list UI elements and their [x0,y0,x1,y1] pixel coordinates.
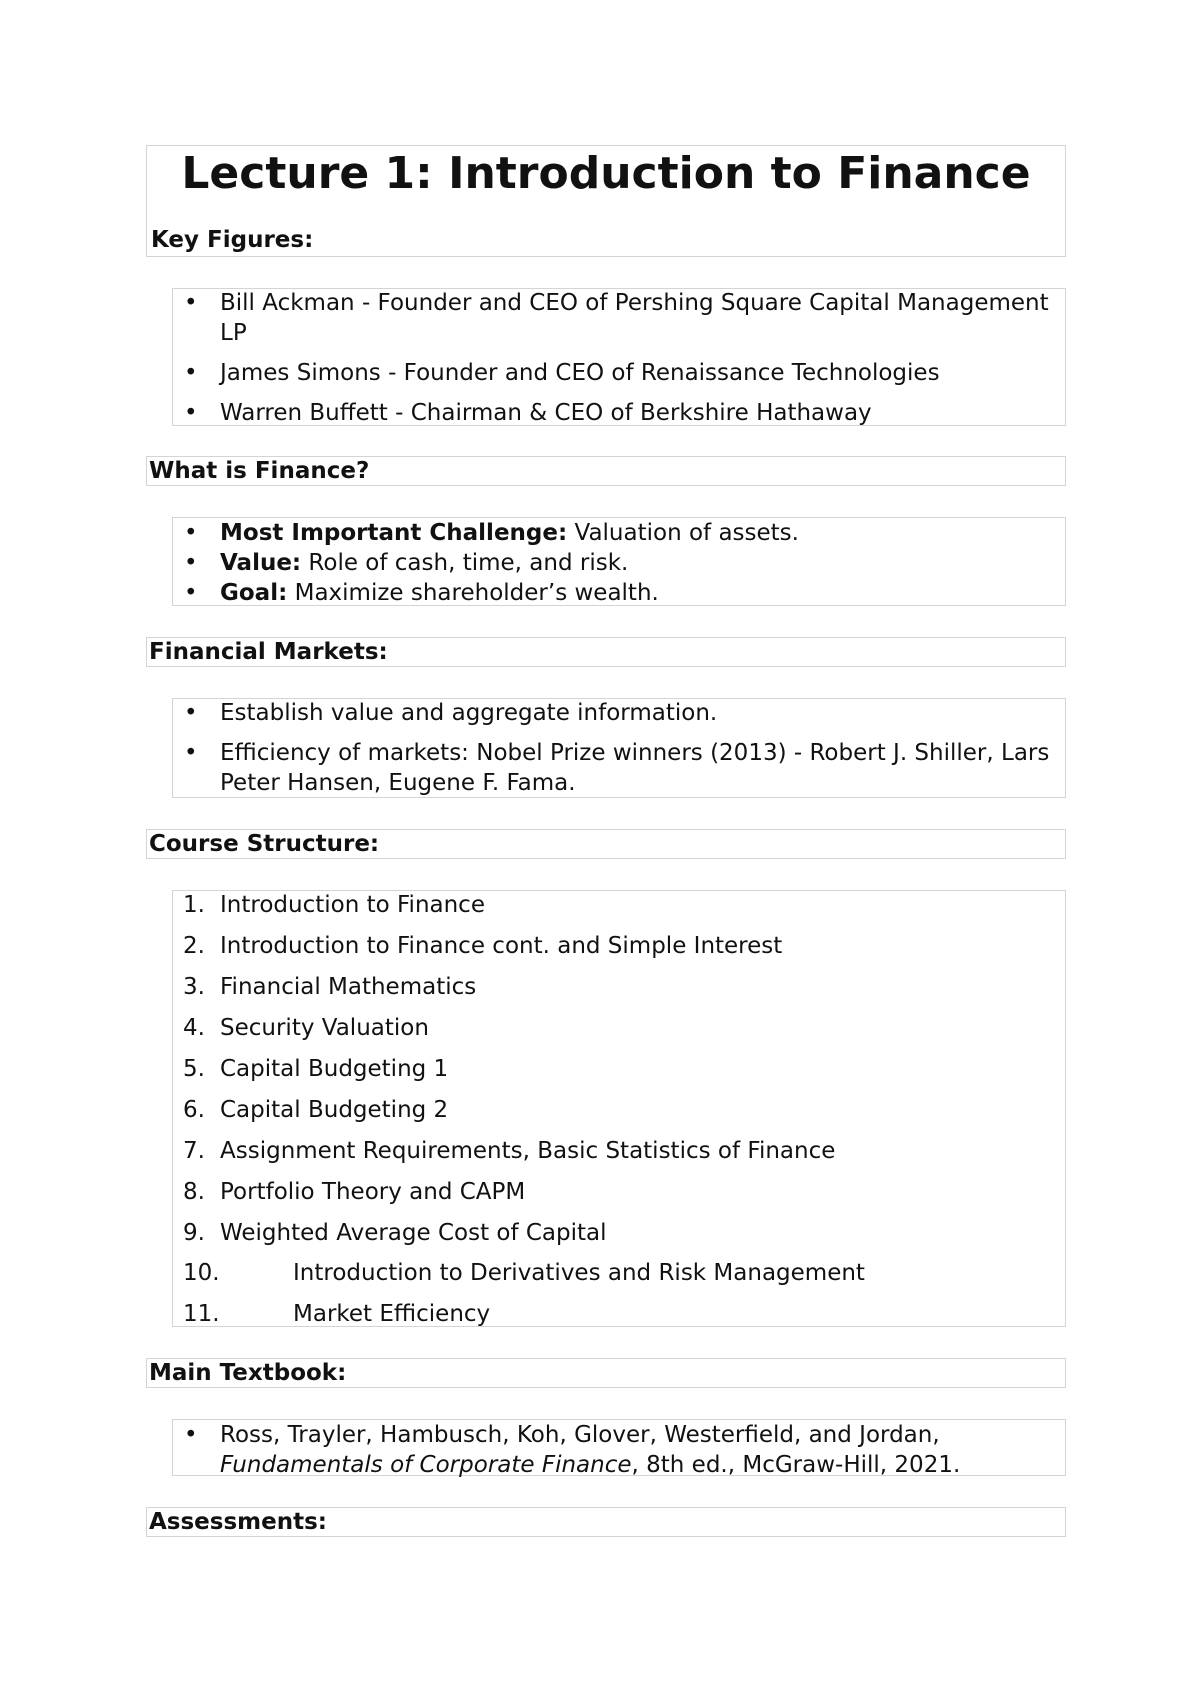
list-item [173,738,1065,798]
bullet-icon: • [184,550,198,576]
course-topic: Introduction to Finance cont. and Simple Interest [220,933,783,959]
item-number: 6. [183,1097,205,1123]
list-item [173,1054,1065,1084]
list-item [173,1258,1065,1288]
financial-markets-list [173,698,1065,798]
bullet-icon: • [184,400,198,426]
course-topic: Assignment Requirements, Basic Statistics of Finance [220,1138,836,1164]
list-item [173,578,1065,608]
item-number: 5. [183,1056,205,1082]
item-number: 11. [183,1301,220,1327]
list-item [173,890,1065,920]
course-topic: Capital Budgeting 1 [220,1056,449,1082]
goal-text: Maximize shareholder’s wealth. [287,580,659,606]
key-figure-text: James Simons - Founder and CEO of Renaissance Technologies [220,360,940,386]
key-figures-heading: Key Figures: [151,227,314,253]
financial-markets-list-box [172,698,1066,798]
bullet-icon: • [184,520,198,546]
financial-markets-heading: Financial Markets: [149,639,388,665]
bullet-icon: • [184,290,198,316]
course-topic: Introduction to Derivatives and Risk Management [293,1260,865,1286]
key-figures-list-box [172,288,1066,426]
course-topic: Market Efficiency [293,1301,491,1327]
textbook-title: Fundamentals of Corporate Finance [220,1452,632,1478]
item-number: 7. [183,1138,205,1164]
goal-label: Goal: [220,580,288,606]
financial-markets-heading-box [146,637,1066,667]
market-text: Efficiency of markets: Nobel Prize winners (2013) - Robert J. Shiller, Lars Peter Hansen, Eugene F. Fama. [220,740,1050,796]
list-item [173,358,1065,388]
challenge-text: Valuation of assets. [567,520,799,546]
textbook-details: , 8th ed., McGraw-Hill, 2021. [631,1452,961,1478]
list-item [173,398,1065,428]
list-item [173,1136,1065,1166]
item-number: 2. [183,933,205,959]
course-topic: Financial Mathematics [220,974,477,1000]
main-textbook-list-box [172,1419,1066,1476]
key-figure-text: Bill Ackman - Founder and CEO of Pershing Square Capital Management LP [220,290,1049,346]
course-topic: Introduction to Finance [220,892,485,918]
list-item [173,698,1065,728]
course-structure-list-box [172,890,1066,1327]
main-textbook-list [173,1420,1065,1480]
market-text: Establish value and aggregate information. [220,700,718,726]
course-topic: Capital Budgeting 2 [220,1097,449,1123]
list-item [173,1013,1065,1043]
course-topic: Portfolio Theory and CAPM [220,1179,526,1205]
key-figures-list [173,288,1065,428]
item-number: 3. [183,974,205,1000]
bullet-icon: • [184,740,198,766]
main-textbook-heading: Main Textbook: [149,1360,347,1386]
list-item [173,1420,1065,1480]
list-item [173,1177,1065,1207]
bullet-icon: • [184,1422,198,1448]
list-item [173,931,1065,961]
course-structure-heading-box [146,829,1066,859]
bullet-icon: • [184,700,198,726]
title-block [146,145,1066,257]
challenge-label: Most Important Challenge: [220,520,568,546]
assessments-heading: Assessments: [149,1509,327,1535]
what-is-finance-heading: What is Finance? [149,458,370,484]
course-structure-list [173,890,1065,1329]
textbook-authors: Ross, Trayler, Hambusch, Koh, Glover, Westerfield, and Jordan, [220,1422,940,1448]
course-structure-heading: Course Structure: [149,831,380,857]
item-number: 10. [183,1260,220,1286]
list-item [173,518,1065,548]
what-is-finance-list [173,518,1065,608]
list-item [173,548,1065,578]
list-item [173,1299,1065,1329]
item-number: 9. [183,1220,205,1246]
list-item [173,288,1065,348]
list-item [173,1218,1065,1248]
assessments-heading-box [146,1507,1066,1537]
what-is-finance-heading-box [146,456,1066,486]
bullet-icon: • [184,580,198,606]
value-label: Value: [220,550,302,576]
key-figure-text: Warren Buffett - Chairman & CEO of Berkshire Hathaway [220,400,872,426]
value-text: Role of cash, time, and risk. [301,550,629,576]
item-number: 1. [183,892,205,918]
document-page [146,145,1066,1537]
main-textbook-heading-box [146,1358,1066,1388]
course-topic: Weighted Average Cost of Capital [220,1220,607,1246]
bullet-icon: • [184,360,198,386]
list-item [173,1095,1065,1125]
page-title: Lecture 1: Introduction to Finance [181,148,1031,199]
list-item [173,972,1065,1002]
course-topic: Security Valuation [220,1015,429,1041]
item-number: 4. [183,1015,205,1041]
what-is-finance-list-box [172,517,1066,606]
item-number: 8. [183,1179,205,1205]
